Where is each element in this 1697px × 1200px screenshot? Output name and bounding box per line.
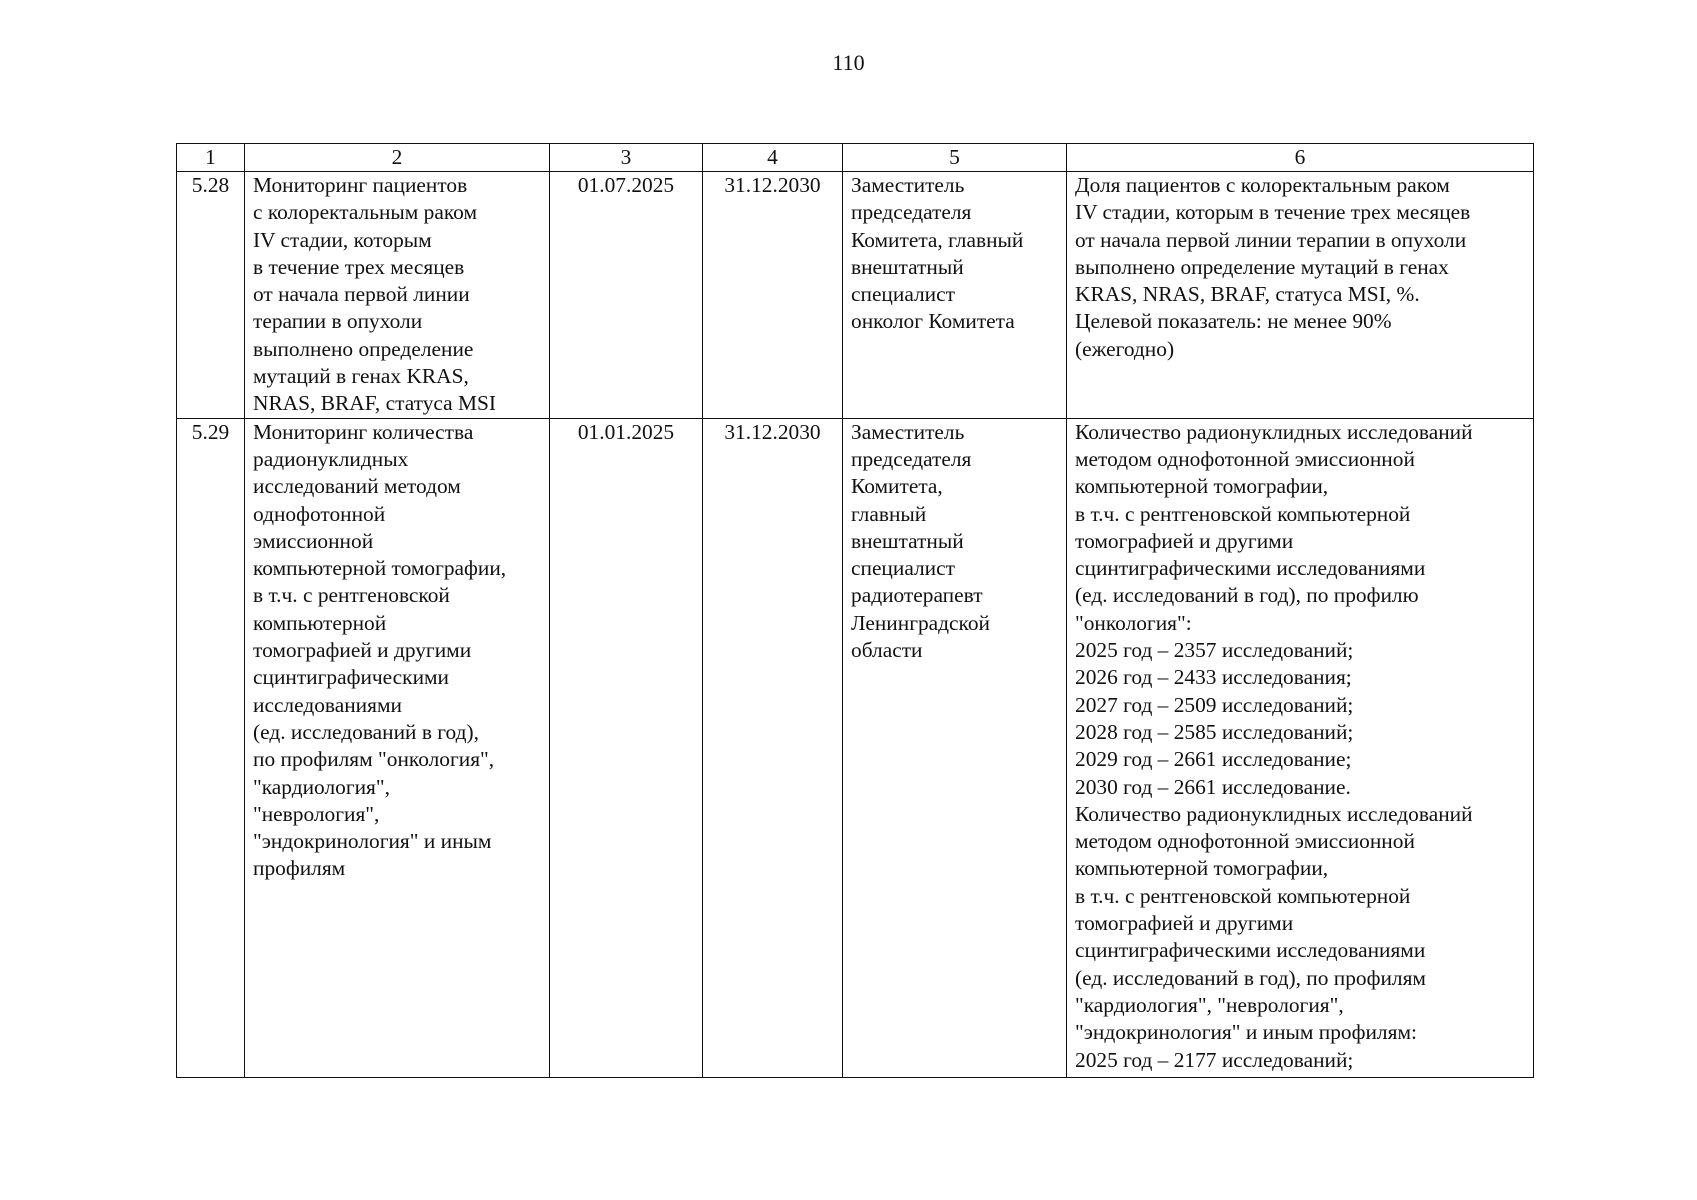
- text-line: (ежегодно): [1075, 336, 1175, 361]
- text-line: в т.ч. с рентгеновской: [253, 583, 450, 608]
- text-line: 2027 год – 2509 исследований;: [1075, 692, 1354, 717]
- text-line: 2025 год – 2357 исследований;: [1075, 638, 1354, 663]
- text-line: Заместитель: [851, 419, 965, 444]
- text-line: Доля пациентов с колоректальным раком: [1075, 173, 1450, 197]
- text-line: компьютерной: [253, 610, 387, 635]
- text-line: методом однофотонной эмиссионной: [1075, 829, 1415, 854]
- text-line: Целевой показатель: не менее 90%: [1075, 309, 1392, 334]
- table-row: [177, 172, 1534, 419]
- text-line: исследований методом: [253, 474, 461, 499]
- column-header: 3: [550, 144, 703, 172]
- table-header-row: [177, 144, 1534, 172]
- text-line: Количество радионуклидных исследований: [1075, 801, 1473, 826]
- text-line: в т.ч. с рентгеновской компьютерной: [1075, 501, 1411, 526]
- text-line: Количество радионуклидных исследований: [1075, 419, 1473, 444]
- column-header: 6: [1067, 144, 1534, 172]
- text-line: области: [851, 638, 923, 663]
- start-date: 01.01.2025: [550, 418, 703, 1077]
- text-line: специалист: [851, 556, 955, 581]
- column-header: 4: [703, 144, 843, 172]
- text-line: радиотерапевт: [851, 583, 983, 608]
- text-line: Мониторинг пациентов: [253, 173, 468, 197]
- text-line: сцинтиграфическими исследованиями: [1075, 556, 1426, 581]
- text-line: 2029 год – 2661 исследование;: [1075, 747, 1352, 772]
- text-line: председателя: [851, 200, 972, 225]
- text-line: Комитета,: [851, 474, 943, 499]
- text-line: "неврология",: [253, 801, 380, 826]
- column-header: 2: [245, 144, 550, 172]
- row-number: 5.28: [177, 172, 245, 419]
- expected-result: [1067, 172, 1534, 419]
- text-line: онколог Комитета: [851, 309, 1015, 334]
- text-line: томографией и другими: [1075, 911, 1294, 936]
- text-line: (ед. исследований в год), по профилю: [1075, 583, 1419, 608]
- text-line: по профилям "онкология",: [253, 747, 495, 772]
- text-line: с колоректальным раком: [253, 200, 477, 225]
- text-line: 2028 год – 2585 исследований;: [1075, 719, 1354, 744]
- responsible-person: [843, 172, 1067, 419]
- text-line: методом однофотонной эмиссионной: [1075, 446, 1415, 471]
- text-line: IV стадии, которым: [253, 227, 432, 252]
- text-line: томографией и другими: [1075, 528, 1294, 553]
- start-date: 01.07.2025: [550, 172, 703, 419]
- text-line: внештатный: [851, 528, 964, 553]
- text-line: однофотонной: [253, 501, 386, 526]
- text-line: Комитета, главный: [851, 227, 1024, 252]
- text-line: Мониторинг количества: [253, 419, 474, 444]
- text-line: от начала первой линии: [253, 282, 470, 307]
- text-line: главный: [851, 501, 927, 526]
- text-line: (ед. исследований в год), по профилям: [1075, 965, 1426, 990]
- text-line: сцинтиграфическими исследованиями: [1075, 938, 1426, 963]
- text-line: Заместитель: [851, 173, 965, 197]
- text-line: выполнено определение мутаций в генах: [1075, 254, 1449, 279]
- row-number: 5.29: [177, 418, 245, 1077]
- text-line: "кардиология",: [253, 774, 390, 799]
- text-line: компьютерной томографии,: [253, 556, 507, 581]
- text-line: от начала первой линии терапии в опухоли: [1075, 227, 1467, 252]
- text-line: (ед. исследований в год),: [253, 719, 479, 744]
- text-line: председателя: [851, 446, 972, 471]
- text-line: "эндокринология" и иным профилям:: [1075, 1020, 1417, 1045]
- page-number: 110: [832, 50, 865, 75]
- text-line: Ленинградской: [851, 610, 990, 635]
- text-line: в т.ч. с рентгеновской компьютерной: [1075, 883, 1411, 908]
- column-header: 1: [177, 144, 245, 172]
- text-line: внештатный: [851, 254, 964, 279]
- text-line: IV стадии, которым в течение трех месяцев: [1075, 200, 1471, 225]
- text-line: "онкология":: [1075, 610, 1192, 635]
- text-line: 2025 год – 2177 исследований;: [1075, 1047, 1354, 1072]
- event-description: [245, 172, 550, 419]
- expected-result: [1067, 418, 1534, 1077]
- text-line: компьютерной томографии,: [1075, 856, 1329, 881]
- text-line: 2026 год – 2433 исследования;: [1075, 665, 1352, 690]
- table-row: [177, 418, 1534, 1077]
- text-line: терапии в опухоли: [253, 309, 423, 334]
- text-line: мутаций в генах KRAS,: [253, 364, 469, 389]
- end-date: 31.12.2030: [703, 418, 843, 1077]
- text-line: компьютерной томографии,: [1075, 474, 1329, 499]
- text-line: исследованиями: [253, 692, 402, 717]
- text-line: томографией и другими: [253, 638, 472, 663]
- text-line: сцинтиграфическими: [253, 665, 450, 690]
- text-line: радионуклидных: [253, 446, 409, 471]
- text-line: профилям: [253, 856, 346, 881]
- text-line: специалист: [851, 282, 955, 307]
- column-header: 5: [843, 144, 1067, 172]
- text-line: "эндокринология" и иным: [253, 829, 492, 854]
- text-line: выполнено определение: [253, 336, 474, 361]
- event-description: [245, 418, 550, 1077]
- end-date: 31.12.2030: [703, 172, 843, 419]
- text-line: эмиссионной: [253, 528, 374, 553]
- text-line: 2030 год – 2661 исследование.: [1075, 774, 1351, 799]
- text-line: "кардиология", "неврология",: [1075, 992, 1344, 1017]
- plan-table: [176, 143, 1534, 1078]
- text-line: KRAS, NRAS, BRAF, статуса MSI, %.: [1075, 282, 1420, 307]
- responsible-person: [843, 418, 1067, 1077]
- text-line: в течение трех месяцев: [253, 254, 465, 279]
- text-line: NRAS, BRAF, статуса MSI: [253, 391, 497, 416]
